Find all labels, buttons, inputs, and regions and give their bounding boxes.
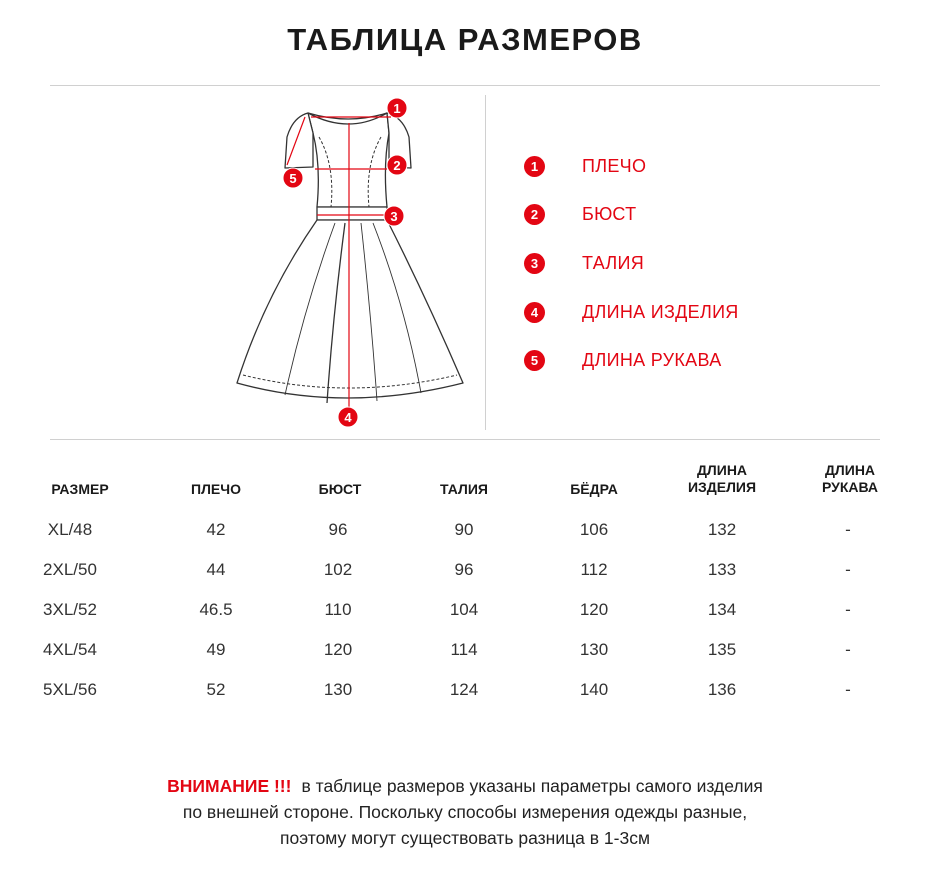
notice-line-1	[0, 773, 930, 799]
header-hips: БЁДРА	[570, 481, 618, 497]
cell-size: 5XL/56	[43, 680, 97, 699]
cell-waist: 90	[454, 520, 474, 539]
cell-waist: 124	[449, 680, 479, 699]
cell-length: 134	[707, 600, 737, 619]
measurement-legend	[524, 142, 739, 385]
legend-item-length	[524, 288, 739, 337]
legend-badge: 3	[524, 253, 545, 274]
table-row	[0, 600, 930, 624]
cell-size: 4XL/54	[43, 640, 97, 659]
marker-4: 4	[344, 410, 352, 425]
cell-sleeve: -	[845, 640, 851, 659]
legend-badge: 5	[524, 350, 545, 371]
cell-shoulder: 42	[206, 520, 226, 539]
cell-sleeve: -	[845, 600, 851, 619]
notice-line-2: по внешней стороне. Поскольку способы измерения одежды разные,	[182, 802, 748, 822]
legend-item-waist	[524, 239, 739, 288]
cell-waist: 104	[449, 600, 479, 619]
cell-hips: 112	[580, 560, 608, 579]
cell-bust: 110	[324, 600, 352, 619]
cell-shoulder: 49	[206, 640, 226, 659]
cell-hips: 140	[579, 680, 609, 699]
legend-label: ДЛИНА РУКАВА	[582, 350, 722, 371]
header-shoulder: ПЛЕЧО	[191, 481, 241, 497]
size-notice	[0, 773, 930, 851]
cell-size: XL/48	[47, 520, 93, 539]
legend-item-sleeve	[524, 336, 739, 385]
vertical-divider	[485, 95, 486, 430]
cell-shoulder: 52	[206, 680, 226, 699]
cell-shoulder: 44	[206, 560, 226, 579]
header-length	[672, 462, 772, 496]
marker-3: 3	[390, 209, 398, 224]
legend-badge: 4	[524, 302, 545, 323]
cell-length: 135	[707, 640, 737, 659]
legend-badge: 2	[524, 204, 545, 225]
cell-sleeve: -	[845, 680, 851, 699]
cell-waist: 96	[454, 560, 474, 579]
marker-1: 1	[393, 101, 401, 116]
cell-sleeve: -	[845, 520, 851, 539]
cell-size: 2XL/50	[43, 560, 97, 579]
cell-hips: 106	[579, 520, 609, 539]
table-row	[0, 560, 930, 584]
cell-bust: 96	[328, 520, 348, 539]
legend-item-bust	[524, 191, 739, 240]
cell-length: 133	[707, 560, 737, 579]
cell-bust: 102	[323, 560, 353, 579]
notice-warning: ВНИМАНИЕ !!!	[167, 776, 292, 796]
legend-label: ПЛЕЧО	[582, 155, 647, 176]
cell-shoulder: 46.5	[199, 600, 233, 619]
legend-label: БЮСТ	[582, 204, 637, 225]
notice-text-1: в таблице размеров указаны параметры самого изделия	[301, 776, 763, 796]
header-sleeve-line2: РУКАВА	[821, 479, 879, 495]
top-divider	[50, 85, 880, 86]
cell-hips: 120	[579, 600, 609, 619]
header-sleeve-line1: ДЛИНА	[824, 462, 876, 478]
legend-label: ДЛИНА ИЗДЕЛИЯ	[582, 301, 739, 322]
header-sleeve	[800, 462, 900, 496]
cell-hips: 130	[579, 640, 609, 659]
table-row	[0, 680, 930, 704]
page-title: ТАБЛИЦА РАЗМЕРОВ	[287, 22, 643, 57]
marker-5: 5	[289, 171, 297, 186]
header-length-line2: ИЗДЕЛИЯ	[687, 479, 757, 495]
cell-size: 3XL/52	[43, 600, 97, 619]
legend-label: ТАЛИЯ	[582, 252, 645, 273]
cell-length: 136	[707, 680, 737, 699]
cell-waist: 114	[450, 640, 478, 659]
table-row	[0, 640, 930, 664]
header-waist: ТАЛИЯ	[440, 481, 488, 497]
cell-bust: 130	[323, 680, 353, 699]
legend-badge: 1	[524, 156, 545, 177]
legend-item-shoulder	[524, 142, 739, 191]
cell-bust: 120	[323, 640, 353, 659]
cell-sleeve: -	[845, 560, 851, 579]
header-size: РАЗМЕР	[51, 481, 109, 497]
header-length-line1: ДЛИНА	[696, 462, 748, 478]
middle-divider	[50, 439, 880, 440]
table-row	[0, 520, 930, 544]
header-bust: БЮСТ	[318, 481, 362, 497]
dress-diagram	[225, 95, 485, 435]
cell-length: 132	[707, 520, 737, 539]
marker-2: 2	[393, 158, 401, 173]
notice-line-3: поэтому могут существовать разница в 1-3см	[280, 828, 650, 848]
